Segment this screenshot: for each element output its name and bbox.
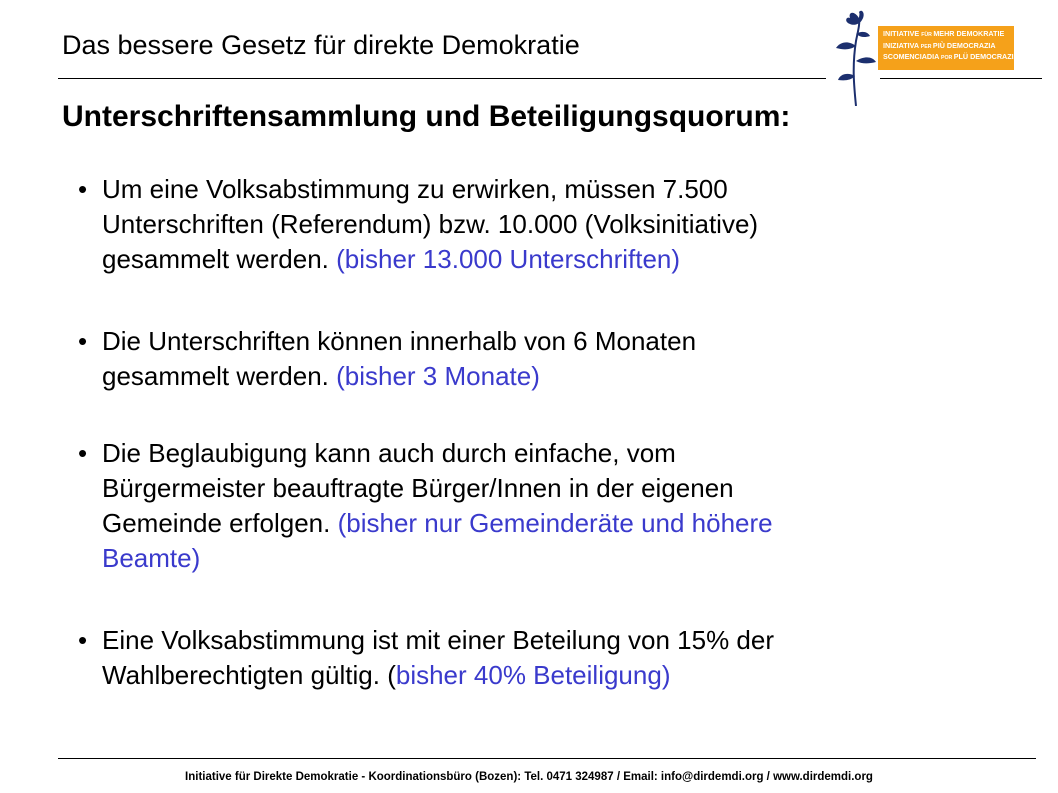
header-title: Das bessere Gesetz für direkte Demokratie: [62, 30, 580, 60]
bullet-note: bisher 40% Beteiligung): [395, 660, 671, 690]
bullet-dot: •: [78, 174, 88, 204]
bullet-dot: •: [78, 438, 88, 468]
logo-line-3: SCOMENCIADIA POR PLÜ DEMOCRAZIA: [883, 52, 1019, 62]
organization-logo: [826, 6, 1046, 106]
rose-icon: [826, 6, 886, 106]
bullet-text-line: Die Beglaubigung kann auch durch einfache, vom: [102, 438, 676, 468]
slide-title: Unterschriftensammlung und Beteiligungsquorum:: [62, 100, 791, 133]
bullet-text-line: Gemeinde erfolgen.: [102, 508, 338, 538]
footer-contact: Initiative für Direkte Demokratie - Koordinationsbüro (Bozen): Tel. 0471 324987 / Email: info@dirdemdi.org / www.dirdemdi.org: [185, 771, 873, 783]
bullet-text-line: Bürgermeister beauftragte Bürger/Innen in der eigenen: [102, 473, 734, 503]
bullet-text-line: Eine Volksabstimmung ist mit einer Beteilung von 15% der: [102, 625, 775, 655]
bullet-text-line: Um eine Volksabstimmung zu erwirken, müssen 7.500: [102, 174, 728, 204]
footer-divider: [58, 758, 1036, 759]
bullet-note: (bisher 13.000 Unterschriften): [336, 244, 681, 274]
bullet-item-quorum: [78, 623, 982, 693]
logo-label-box: [878, 26, 1019, 70]
bullet-item-signatures: [78, 172, 982, 277]
bullet-dot: •: [78, 326, 88, 356]
bullet-text-line: gesammelt werden.: [102, 361, 337, 391]
bullet-text-line: Unterschriften (Referendum) bzw. 10.000 (Volksinitiative): [102, 209, 759, 239]
bullet-note: (bisher 3 Monate): [336, 361, 540, 391]
bullet-item-deadline: [78, 324, 982, 394]
bullet-note-continued: Beamte): [102, 543, 201, 573]
bullet-dot: •: [78, 625, 88, 655]
bullet-text-line: Wahlberechtigten gültig. (: [102, 660, 396, 690]
logo-line-2: INIZIATIVA PER PIÙ DEMOCRAZIA: [883, 40, 996, 50]
logo-line-1: INITIATIVE FÜR MEHR DEMOKRATIE: [883, 29, 1005, 38]
bullet-text-line: gesammelt werden.: [102, 244, 337, 274]
bullet-item-certification: [78, 436, 982, 576]
bullet-note: (bisher nur Gemeinderäte und höhere: [337, 508, 773, 538]
header-divider: [58, 78, 826, 79]
bullet-text-line: Die Unterschriften können innerhalb von 6 Monaten: [102, 326, 697, 356]
